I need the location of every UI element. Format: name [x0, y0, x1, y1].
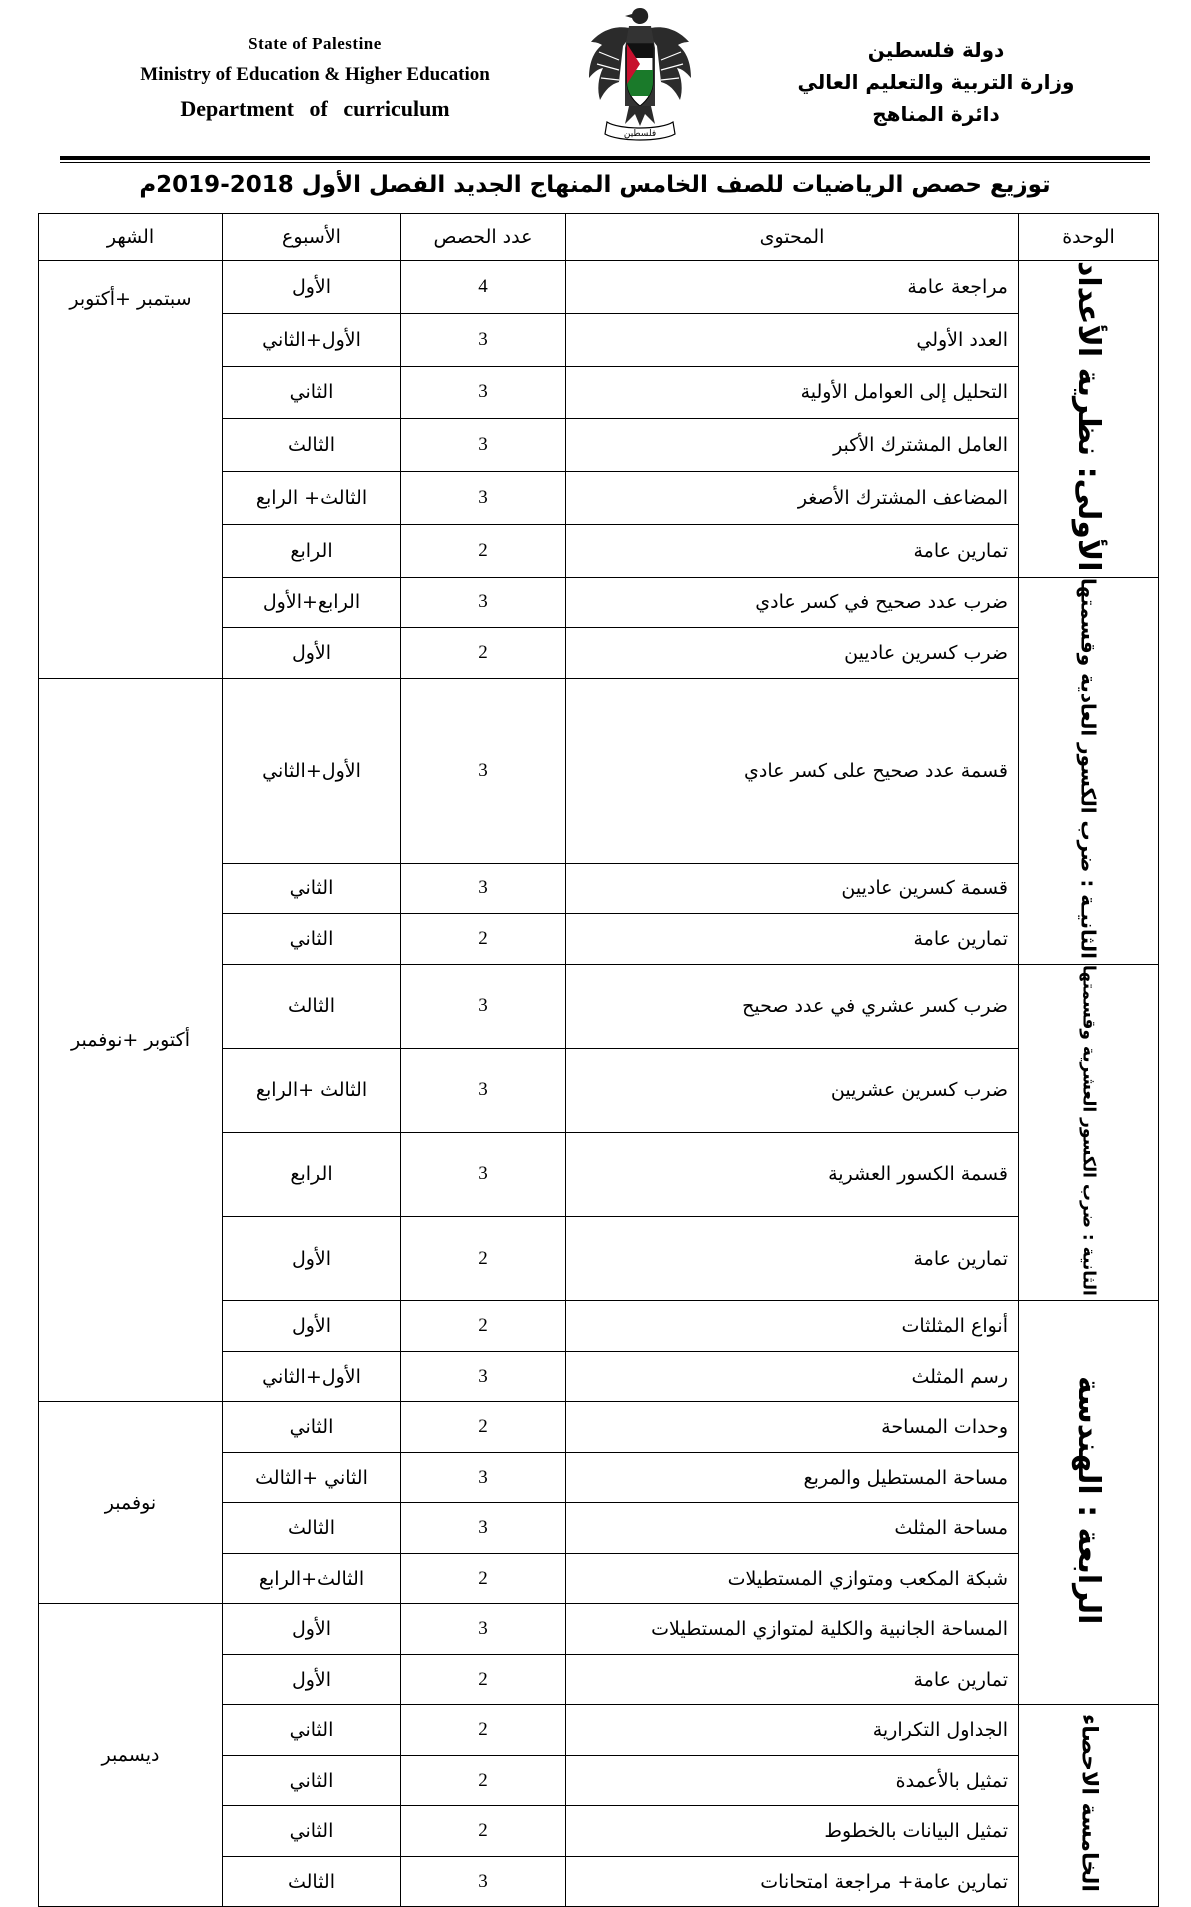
- lessons-cell: 2: [401, 1755, 566, 1806]
- column-header-month: الشهر: [39, 214, 223, 261]
- content-cell: العدد الأولي: [566, 313, 1019, 366]
- column-header-lessons: عدد الحصص: [401, 214, 566, 261]
- lessons-cell: 3: [401, 1604, 566, 1655]
- month-cell: أكتوبر +نوفمبر: [39, 678, 223, 1402]
- unit-cell: [1019, 1705, 1159, 1907]
- content-cell: تمثيل البيانات بالخطوط: [566, 1806, 1019, 1857]
- lessons-cell: 4: [401, 261, 566, 314]
- week-cell: الثاني +الثالث: [223, 1452, 401, 1503]
- lessons-cell: 3: [401, 472, 566, 525]
- week-cell: الأول+الثاني: [223, 678, 401, 863]
- lessons-cell: 2: [401, 1806, 566, 1857]
- content-cell: وحدات المساحة: [566, 1402, 1019, 1453]
- week-cell: الرابع: [223, 524, 401, 577]
- week-cell: الأول+الثاني: [223, 313, 401, 366]
- week-cell: الرابع: [223, 1132, 401, 1216]
- content-cell: ضرب كسرين عاديين: [566, 628, 1019, 679]
- month-cell: ديسمبر: [39, 1604, 223, 1907]
- lessons-cell: 2: [401, 1301, 566, 1352]
- content-cell: الجداول التكرارية: [566, 1705, 1019, 1756]
- header-divider-thin: [60, 162, 1150, 163]
- content-cell: أنواع المثلثات: [566, 1301, 1019, 1352]
- week-cell: الأول: [223, 1301, 401, 1352]
- week-cell: الأول+الثاني: [223, 1351, 401, 1402]
- content-cell: مساحة المثلث: [566, 1503, 1019, 1554]
- content-cell: ضرب كسرين عشريين: [566, 1048, 1019, 1132]
- content-cell: تمارين عامة: [566, 524, 1019, 577]
- document-title: توزيع حصص الرياضيات للصف الخامس المنهاج الجديد الفصل الأول 2018-2019م: [139, 172, 1051, 198]
- lessons-cell: 3: [401, 678, 566, 863]
- lessons-cell: 3: [401, 313, 566, 366]
- content-cell: تمارين عامة: [566, 914, 1019, 965]
- table-header-row: [39, 214, 1159, 261]
- content-cell: قسمة الكسور العشرية: [566, 1132, 1019, 1216]
- content-cell: تمارين عامة: [566, 1217, 1019, 1301]
- week-cell: الثاني: [223, 914, 401, 965]
- week-cell: الثالث: [223, 1503, 401, 1554]
- column-header-unit: الوحدة: [1019, 214, 1159, 261]
- week-cell: الثالث+الرابع: [223, 1553, 401, 1604]
- week-cell: الثالث: [223, 419, 401, 472]
- column-header-week: الأسبوع: [223, 214, 401, 261]
- arabic-header: [786, 38, 1086, 126]
- week-cell: الأول: [223, 1604, 401, 1655]
- week-cell: الثاني: [223, 1806, 401, 1857]
- week-cell: الأول: [223, 1217, 401, 1301]
- header-divider-thick: [60, 156, 1150, 160]
- unit-cell: [1019, 261, 1159, 578]
- week-cell: الأول: [223, 1654, 401, 1705]
- lessons-cell: 3: [401, 1048, 566, 1132]
- lessons-cell: 2: [401, 628, 566, 679]
- lessons-cell: 3: [401, 1452, 566, 1503]
- content-cell: تمارين عامة: [566, 1654, 1019, 1705]
- state-name-ar: دولة فلسطين: [867, 38, 1005, 62]
- lessons-cell: 2: [401, 1217, 566, 1301]
- lessons-cell: 3: [401, 1132, 566, 1216]
- lessons-cell: 2: [401, 1705, 566, 1756]
- state-name-en: State of Palestine: [248, 34, 382, 53]
- lessons-cell: 2: [401, 524, 566, 577]
- lessons-cell: 3: [401, 1856, 566, 1907]
- week-cell: الأول: [223, 261, 401, 314]
- lessons-cell: 2: [401, 1654, 566, 1705]
- unit-label: الخامسة الاحصاء: [1076, 1714, 1102, 1893]
- week-cell: الثالث+ الرابع: [223, 472, 401, 525]
- content-cell: مراجعة عامة: [566, 261, 1019, 314]
- lessons-cell: 3: [401, 863, 566, 914]
- week-cell: الأول: [223, 628, 401, 679]
- unit-label: الثانية : ضرب الكسور العشرية وقسمتها: [1078, 964, 1099, 1296]
- lessons-cell: 3: [401, 1351, 566, 1402]
- unit-label: الثانيـة : ضرب الكسور العادية وقسمتها: [1076, 577, 1101, 959]
- unit-cell: [1019, 964, 1159, 1301]
- content-cell: شبكة المكعب ومتوازي المستطيلات: [566, 1553, 1019, 1604]
- week-cell: الثاني: [223, 1705, 401, 1756]
- content-cell: قسمة كسرين عاديين: [566, 863, 1019, 914]
- lessons-cell: 3: [401, 419, 566, 472]
- content-cell: ضرب كسر عشري في عدد صحيح: [566, 964, 1019, 1048]
- department-name-en: Department of curriculum: [180, 96, 450, 121]
- table-row: [39, 1402, 1159, 1453]
- content-cell: تمارين عامة+ مراجعة امتحانات: [566, 1856, 1019, 1907]
- month-cell: سبتمبر +أكتوبر: [39, 261, 223, 679]
- unit-cell: [1019, 577, 1159, 964]
- unit-label: الأولى: نظرية الأعداد: [1071, 261, 1106, 572]
- lessons-cell: 3: [401, 1503, 566, 1554]
- content-cell: التحليل إلى العوامل الأولية: [566, 366, 1019, 419]
- lessons-cell: 2: [401, 1402, 566, 1453]
- english-header: [100, 34, 530, 122]
- week-cell: الثاني: [223, 366, 401, 419]
- week-cell: الثالث: [223, 1856, 401, 1907]
- palestine-eagle-emblem: [585, 2, 695, 150]
- content-cell: مساحة المستطيل والمربع: [566, 1452, 1019, 1503]
- content-cell: العامل المشترك الأكبر: [566, 419, 1019, 472]
- week-cell: الثاني: [223, 863, 401, 914]
- month-cell: نوفمبر: [39, 1402, 223, 1604]
- content-cell: ضرب عدد صحيح في كسر عادي: [566, 577, 1019, 628]
- week-cell: الثالث +الرابع: [223, 1048, 401, 1132]
- week-cell: الرابع+الأول: [223, 577, 401, 628]
- lessons-cell: 3: [401, 366, 566, 419]
- content-cell: المضاعف المشترك الأصغر: [566, 472, 1019, 525]
- lessons-cell: 3: [401, 964, 566, 1048]
- week-cell: الثاني: [223, 1755, 401, 1806]
- week-cell: الثالث: [223, 964, 401, 1048]
- content-cell: المساحة الجانبية والكلية لمتوازي المستطيلات: [566, 1604, 1019, 1655]
- department-name-ar: دائرة المناهج: [872, 102, 1000, 126]
- ministry-name-ar: وزارة التربية والتعليم العالي: [797, 70, 1075, 94]
- column-header-content: المحتوى: [566, 214, 1019, 261]
- unit-cell: [1019, 1301, 1159, 1705]
- schedule-table: [38, 213, 1159, 1907]
- content-cell: قسمة عدد صحيح على كسر عادي: [566, 678, 1019, 863]
- table-row: [39, 678, 1159, 863]
- table-row: [39, 261, 1159, 314]
- content-cell: رسم المثلث: [566, 1351, 1019, 1402]
- emblem-caption: فلسطين: [623, 129, 657, 139]
- week-cell: الثاني: [223, 1402, 401, 1453]
- unit-label: الرابعة : الهندسة: [1071, 1376, 1106, 1625]
- content-cell: تمثيل بالأعمدة: [566, 1755, 1019, 1806]
- lessons-cell: 2: [401, 1553, 566, 1604]
- lessons-cell: 3: [401, 577, 566, 628]
- lessons-cell: 2: [401, 914, 566, 965]
- ministry-name-en: Ministry of Education & Higher Education: [140, 64, 490, 85]
- table-row: [39, 1604, 1159, 1655]
